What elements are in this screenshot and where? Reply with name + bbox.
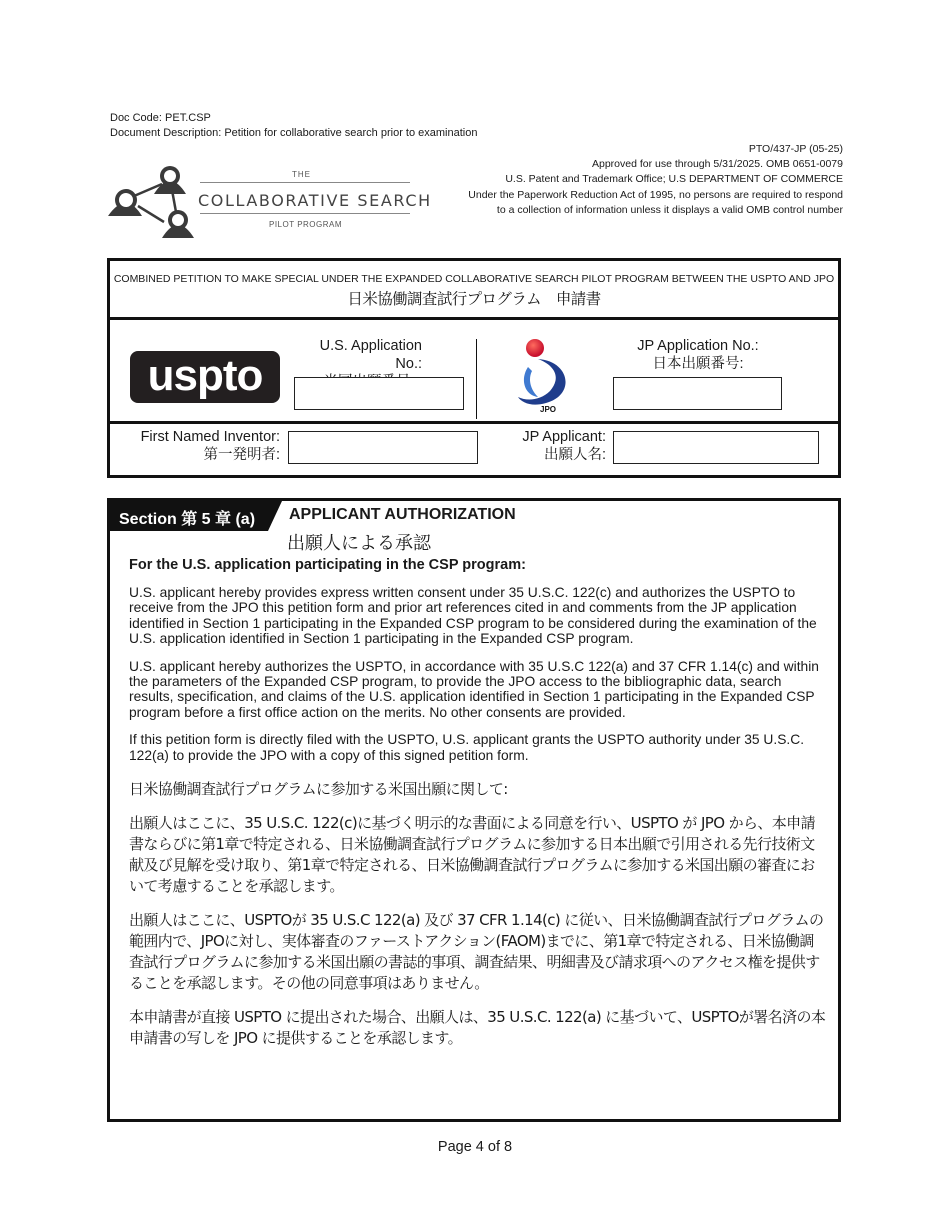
doc-description: Document Description: Petition for collaborative search prior to examination	[110, 127, 478, 139]
petition-header-box	[107, 258, 841, 478]
jp-subhead: 日米協働調査試行プログラムに参加する米国出願に関して:	[129, 780, 508, 799]
page-number: Page 4 of 8	[437, 1139, 513, 1155]
omb-line: PTO/437-JP (05-25)	[748, 143, 843, 155]
jp-applicant-field[interactable]	[613, 431, 819, 464]
consent-paragraph: If this petition form is directly filed with the USPTO, U.S. applicant grants the USPTO authority under 35 U.S.C. 122(a) to provide the JPO with a copy of this signed petition form.	[129, 732, 805, 763]
omb-line: Approved for use through 5/31/2025. OMB 0651-0079	[591, 158, 843, 171]
consent-paragraph: U.S. applicant hereby authorizes the USPTO, in accordance with 35 U.S.C 122(a) and 37 CFR 1.14(c) and within the parameters of the Expanded CSP program, to provide the JPO access to the bibliographic data, search results, specification, and claims of the U.S. application identified in Section 1 participating in the Expanded CSP program before a first office action on the merits. No other consents are provided.	[129, 658, 819, 720]
omb-line: U.S. Patent and Trademark Office; U.S DEPARTMENT OF COMMERCE	[505, 173, 843, 186]
omb-line: to a collection of information unless it displays a valid OMB control number	[496, 203, 843, 216]
section-title-jp: 出願人による承認	[287, 533, 431, 553]
doc-code: Doc Code: PET.CSP	[110, 112, 211, 124]
uspto-logo: uspto	[130, 351, 280, 403]
section-title-en: APPLICANT AUTHORIZATION	[289, 506, 516, 523]
logo-divider	[200, 213, 410, 214]
section-body	[129, 557, 827, 1062]
logo-divider	[200, 182, 410, 183]
collaborative-search-logo-icon	[104, 160, 196, 240]
jp-application-label-jp: 日本出願番号:	[652, 356, 744, 372]
logo-program-name: COLLABORATIVE SEARCH	[198, 191, 432, 210]
omb-notice	[468, 142, 843, 218]
jp-consent-paragraph: 出願人はここに、35 U.S.C. 122(c)に基づく明示的な書面による同意を行い、USPTO が JPO から、本申請書ならびに第1章で特定される、日米協働調査試行プログラムに参加する日本出願で引用される先行技術文献及び見解を受け取り、第1章で特定される、日米協働調査試行プログラムに参加する米国出願の審査において考慮することを承認します。	[129, 814, 815, 896]
jp-application-number-field[interactable]	[613, 377, 782, 410]
section-tab-label: Section 第 5 章 (a)	[119, 511, 256, 528]
jp-applicant-label-en: JP Applicant:	[522, 429, 606, 445]
first-inventor-label	[122, 428, 280, 464]
horizontal-divider	[110, 421, 838, 424]
first-inventor-label-jp: 第一発明者:	[203, 447, 280, 463]
jp-consent-paragraph: 本申請書が直接 USPTO に提出された場合、出願人は、35 U.S.C. 122(a) に基づいて、USPTOが署名済の本申請書の写しを JPO に提供することを承認します。	[129, 1008, 826, 1048]
consent-paragraph: U.S. applicant hereby provides express written consent under 35 U.S.C. 122(c) and authorizes the USPTO to receive from the JPO this petition form and prior art references cited in and comments from the JP application identified in Section 1 participating in the Expanded CSP program to be considered during the examination of the U.S. application identified in Section 1 participating in the Expanded CSP program.	[129, 585, 817, 647]
jp-application-label	[610, 337, 786, 373]
jp-applicant-label	[498, 428, 606, 464]
applicant-authorization-section	[107, 498, 841, 1122]
jp-application-label-en: JP Application No.:	[637, 338, 759, 354]
us-application-label-en: U.S. Application No.:	[319, 338, 422, 372]
jpo-logo-icon	[510, 337, 580, 413]
jp-applicant-label-jp: 出願人名:	[543, 447, 606, 463]
first-inventor-field[interactable]	[288, 431, 478, 464]
petition-title	[110, 261, 838, 320]
vertical-divider	[476, 339, 477, 419]
jpo-logo-text: JPO	[540, 405, 557, 413]
omb-line: Under the Paperwork Reduction Act of 1995, no persons are required to respond	[468, 188, 843, 201]
us-application-number-field[interactable]	[294, 377, 464, 410]
document-meta	[110, 111, 477, 141]
petition-title-en: COMBINED PETITION TO MAKE SPECIAL UNDER THE EXPANDED COLLABORATIVE SEARCH PILOT PROGRAM BETWEEN THE USPTO AND JPO	[113, 273, 835, 285]
petition-title-jp: 日米協働調査試行プログラム 申請書	[347, 290, 601, 308]
first-inventor-label-en: First Named Inventor:	[140, 429, 280, 445]
logo-pilot-program: PILOT PROGRAM	[269, 220, 343, 229]
jp-consent-paragraph: 出願人はここに、USPTOが 35 U.S.C 122(a) 及び 37 CFR 1.14(c) に従い、日米協働調査試行プログラムの範囲内で、JPOに対し、実体審査のファーストアクション(FAOM)までに、第1章で特定される、日米協働調査試行プログラムに参加する米国出願の書誌的事項、調査結果、明細書及び請求項へのアクセス権を提供することを承認します。その他の同意事項はありません。	[129, 911, 824, 993]
logo-the: THE	[292, 170, 311, 179]
section-subhead: For the U.S. application participating in the CSP program:	[129, 557, 526, 573]
